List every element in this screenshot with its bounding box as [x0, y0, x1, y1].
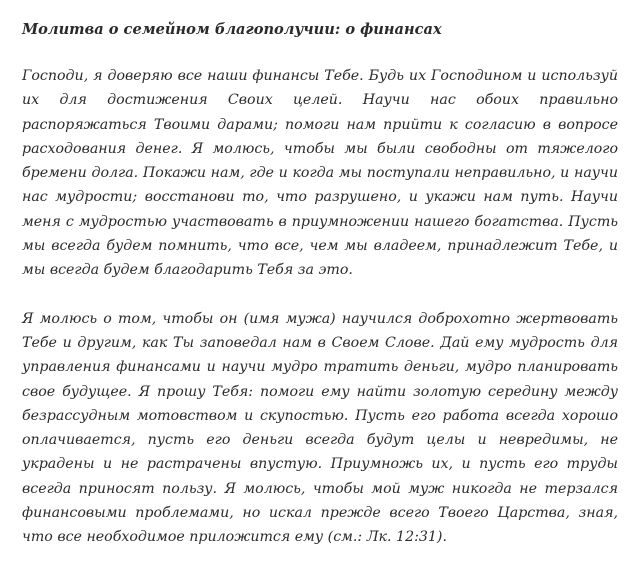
document-title: Молитва о семейном благополучии: о финансах [22, 21, 442, 38]
paragraph-husband-wisdom: Я молюсь о том, чтобы он (имя мужа) научился доброхотно жертвовать Тебе и другим, как Ты заповедал нам в Своем Слове. Дай ему мудрость для управления финансами и научи мудро тратить деньги, мудро планировать свое будущее. Я прошу Тебя: помоги ему найти золотую середину между безрассудным мотовством и скупостью. Пусть его работа всегда хорошо оплачивается, пусть его деньги всегда будут целы и невредимы, не украдены и не растрачены впустую. Приумножь их, и пусть его труды всегда приносят пользу. Я молюсь, чтобы мой муж никогда не терзался финансовыми проблемами, но искал прежде всего Твоего Царства, зная, что все необходимое приложится ему (см.: Лк. 12:31). [22, 310, 618, 546]
document-page [22, 18, 618, 550]
paragraph-finances-trust: Господи, я доверяю все наши финансы Тебе. Будь их Господином и используй их для достижения Своих целей. Научи нас обоих правильно распоряжаться Твоими дарами; помоги нам прийти к согласию в вопросе расходования денег. Я молюсь, чтобы мы были свободны от тяжелого бремени долга. Покажи нам, где и когда мы поступали неправильно, и научи нас мудрости; восстанови то, что разрушено, и укажи нам путь. Научи меня с мудростью участвовать в приумножении нашего богатства. Пусть мы всегда будем помнить, что все, чем мы владеем, принадлежит Тебе, и мы всегда будем благодарить Тебя за это. [22, 68, 618, 279]
